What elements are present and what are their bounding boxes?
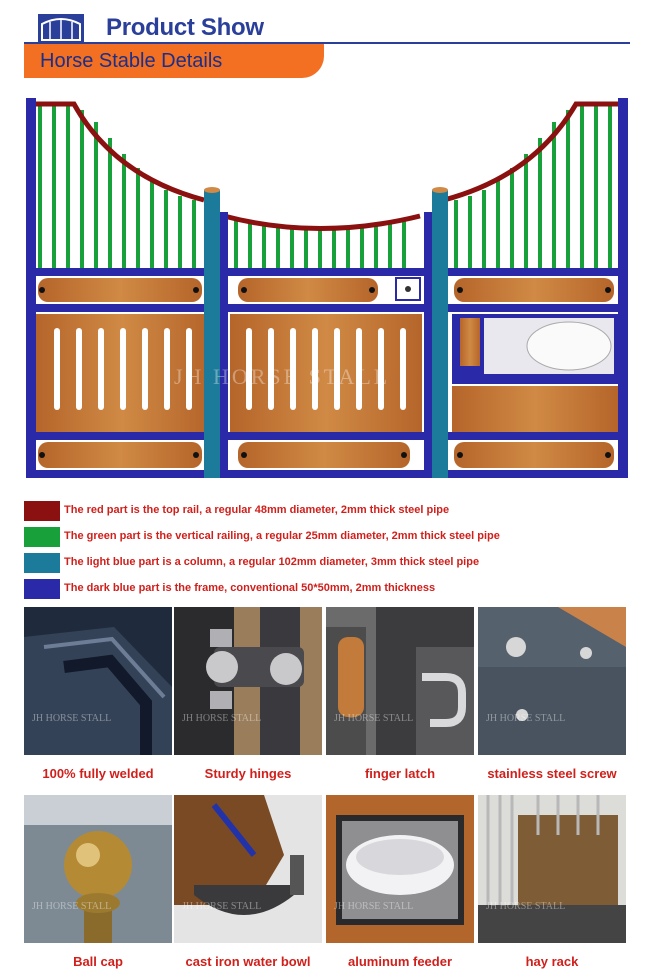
caption-finger-latch: finger latch (364, 766, 436, 781)
weld-corner-photo (24, 607, 172, 755)
legend-text: The red part is the top rail, a regular 48mm diameter, 2mm thick steel pipe (64, 504, 450, 516)
legend-item-top-rail (24, 501, 644, 521)
legend-item-frame (24, 579, 644, 599)
hay-rack-photo (478, 795, 626, 943)
caption-hay-rack: hay rack (525, 954, 579, 969)
stable-illustration (24, 96, 630, 482)
photo-watermark: JH HORSE STALL (32, 713, 112, 724)
caption-sturdy-hinges: Sturdy hinges (204, 766, 292, 781)
photo-watermark: JH HORSE STALL (486, 713, 566, 724)
photo-watermark: JH HORSE STALL (334, 901, 414, 912)
legend-swatch-dark-blue (24, 579, 60, 599)
photo-watermark: JH HORSE STALL (334, 713, 414, 724)
feeder-photo (326, 795, 474, 943)
caption-stainless-steel-screw: stainless steel screw (487, 766, 617, 781)
legend-text: The light blue part is a column, a regular 102mm diameter, 3mm thick steel pipe (64, 556, 480, 568)
latch-photo (326, 607, 474, 755)
legend-swatch-light-blue (24, 553, 60, 573)
ball-cap-photo (24, 795, 172, 943)
legend-swatch-green (24, 527, 60, 547)
stable-watermark: JH HORSE STALL (174, 364, 391, 389)
page-title: Product Show (106, 14, 264, 41)
photo-watermark: JH HORSE STALL (182, 901, 262, 912)
legend-item-column (24, 553, 644, 573)
photo-watermark: JH HORSE STALL (182, 713, 262, 724)
screw-photo (478, 607, 626, 755)
photo-watermark: JH HORSE STALL (486, 901, 566, 912)
legend-swatch-red (24, 501, 60, 521)
photo-watermark: JH HORSE STALL (32, 901, 112, 912)
caption-fully-welded: 100% fully welded (42, 766, 154, 781)
section-banner-title: Horse Stable Details (40, 50, 223, 72)
header-logo-icon (38, 14, 84, 42)
legend-item-vertical-railing (24, 527, 644, 547)
water-bowl-photo (174, 795, 322, 943)
hinge-photo (174, 607, 322, 755)
legend-text: The green part is the vertical railing, a regular 25mm diameter, 2mm thick steel pipe (64, 530, 500, 542)
caption-aluminum-feeder: aluminum feeder (347, 954, 453, 969)
caption-cast-iron-water-bowl: cast iron water bowl (185, 954, 311, 969)
legend-text: The dark blue part is the frame, conventional 50*50mm, 2mm thickness (64, 582, 436, 594)
caption-ball-cap: Ball cap (73, 954, 123, 969)
